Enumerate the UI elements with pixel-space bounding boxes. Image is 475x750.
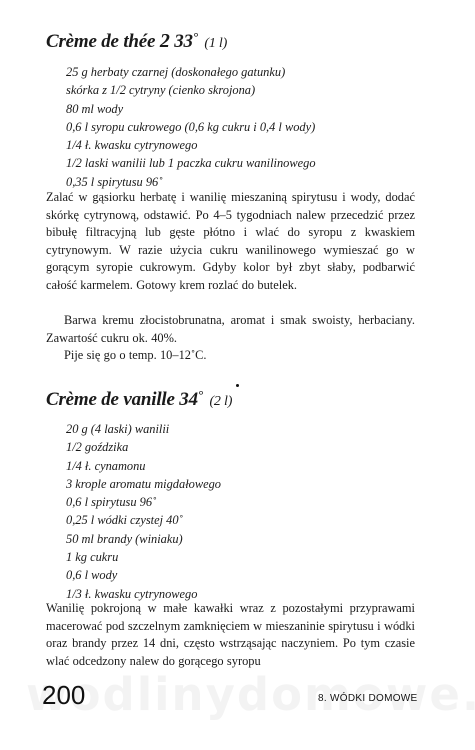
recipe1-method-paragraph: Zalać w gąsiorku herbatę i wanilię mieszaniną spirytusu i wody, dodać skórkę cytrynową, odstawić. Po 4–5 tygodniach nalew przecedzić przez bibułę filtracyjną lub gęste płótno i wlać do syropu z kwaskiem cytrynowym. W razie użycia cukru wanilinowego wymieszać go w gorącym syropie cukrowym. Gdyby kolor był zbyt słaby, podbarwić całość karmelem. Gotowy krem rozlać do butelek. [46,190,415,292]
ingredient-item: 25 g herbaty czarnej (doskonałego gatunku) [66,65,286,79]
recipe2-strength: 34 [179,389,198,410]
ingredient-item: skórka z 1/2 cytryny (cienko skrojona) [66,83,256,98]
ingredient-item: 0,6 l syropu cukrowego (0,6 kg cukru i 0,4 l wody) [66,119,316,134]
recipe2-ingredient-list [66,420,221,603]
ingredient-item: 0,35 l spirytusu 96˚ [66,174,163,189]
ingredient-item: 1/2 goździka [66,440,129,455]
ingredient-item: 1/4 ł. cynamonu [66,458,146,473]
chapter-running-footer: 8. WÓDKI DOMOWE [318,693,418,704]
recipe2-volume: (2 l) [209,394,233,409]
recipe1-degree: ° [192,29,198,44]
recipe1-serving-paragraph: Pije się go o temp. 10–12˚C. [64,348,207,362]
ingredient-item: 0,25 l wódki czystej 40˚ [66,513,183,528]
recipe1-strength: 33 [174,31,193,52]
recipe2-title: Crème de vanille [46,389,175,410]
recipe1-number: 2 [159,30,170,52]
ingredient-item: 3 krople aromatu migdałowego [66,476,221,491]
ingredient-item: 1/4 ł. kwasku cytrynowego [66,138,198,153]
ingredient-item: 80 ml wody [66,101,124,116]
page-number: 200 [42,680,86,710]
ingredient-item: 0,6 l wody [66,568,118,583]
print-speck [236,384,239,387]
recipe1-volume: (1 l) [204,36,228,51]
recipe1-heading [46,30,227,53]
ingredient-item: 0,6 l spirytusu 96˚ [66,495,157,510]
recipe2-degree: ° [197,387,203,402]
ingredient-item: 1/3 ł. kwasku cytrynowego [66,586,198,601]
ingredient-item: 1 kg cukru [66,550,119,565]
recipe1-ingredient-list [66,63,316,191]
ingredient-item: 50 ml brandy (winiaku) [66,531,183,546]
ingredient-item: 1/2 laski wanilii lub 1 paczka cukru wanilinowego [66,156,316,171]
recipe1-title: Crème de thée [46,31,156,52]
recipe2-heading [46,389,232,411]
recipe1-description-paragraph: Barwa kremu złocistobrunatna, aromat i smak swoisty, herbaciany. Zawartość cukru ok. 40%. [46,313,415,345]
recipe2-method-paragraph: Wanilię pokrojoną w małe kawałki wraz z pozostałymi przyprawami macerować pod szczelnym zamknięciem w mieszaninie spirytusu i wódki oraz brandy przez 14 dni, często wstrząsając naczyniem. Po tym czasie wlać odcedzony nalew do gorącego syropu [46,601,415,668]
ingredient-item: 20 g (4 laski) wanilii [66,422,170,436]
